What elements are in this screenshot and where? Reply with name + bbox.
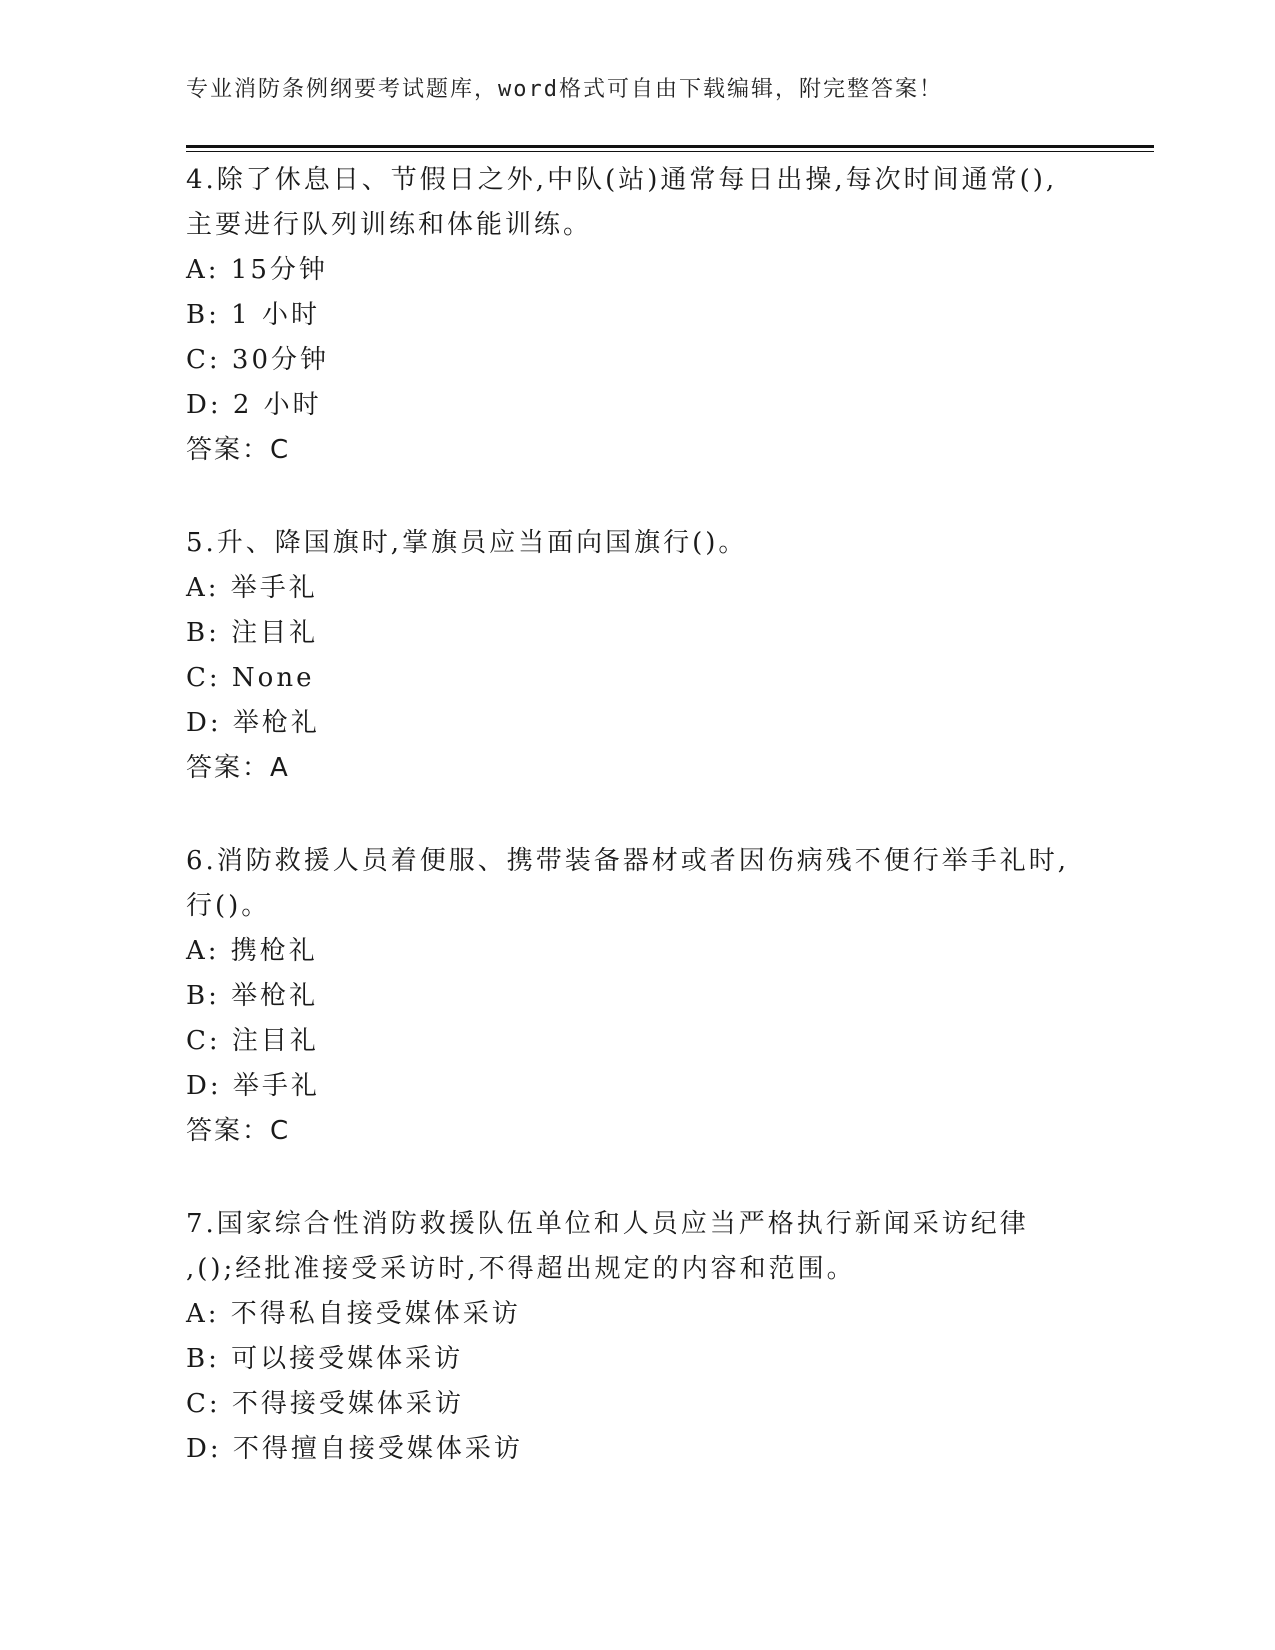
option-b: B: 1 小时 <box>186 300 320 330</box>
answer: 答案：C <box>186 435 291 465</box>
question-text-line: 主要进行队列训练和体能训练。 <box>186 210 593 240</box>
question-text-line: 5.升、降国旗时,掌旗员应当面向国旗行()。 <box>186 528 748 558</box>
option-c: C: 不得接受媒体采访 <box>186 1389 464 1419</box>
question-7 <box>186 1202 1086 1472</box>
question-list <box>186 158 1086 1472</box>
option-d: D: 举枪礼 <box>186 708 320 738</box>
option-b: B: 举枪礼 <box>186 981 319 1011</box>
option-b: B: 可以接受媒体采访 <box>186 1344 464 1374</box>
question-text-line: 4.除了休息日、节假日之外,中队(站)通常每日出操,每次时间通常(), <box>186 165 1058 195</box>
option-d: D: 不得擅自接受媒体采访 <box>186 1434 523 1464</box>
header-rule-thin <box>186 151 1154 152</box>
page-header: 专业消防条例纲要考试题库，word格式可自由下载编辑，附完整答案！ <box>186 77 943 102</box>
option-a: A: 举手礼 <box>186 573 318 603</box>
question-text-line: 6.消防救援人员着便服、携带装备器材或者因伤病残不便行举手礼时, <box>186 846 1070 876</box>
answer: 答案：C <box>186 1116 291 1146</box>
header-rule-thick <box>186 145 1154 148</box>
question-5 <box>186 521 1086 791</box>
question-text-line: 7.国家综合性消防救援队伍单位和人员应当严格执行新闻采访纪律 <box>186 1209 1029 1239</box>
option-d: D: 举手礼 <box>186 1071 320 1101</box>
option-c: C: 注目礼 <box>186 1026 319 1056</box>
option-c: C: None <box>186 663 315 693</box>
question-6 <box>186 839 1086 1154</box>
question-4 <box>186 158 1086 473</box>
option-b: B: 注目礼 <box>186 618 319 648</box>
option-d: D: 2 小时 <box>186 390 322 420</box>
option-a: A: 携枪礼 <box>186 936 318 966</box>
option-c: C: 30分钟 <box>186 345 330 375</box>
answer: 答案：A <box>186 753 290 783</box>
question-text-line: ,();经批准接受采访时,不得超出规定的内容和范围。 <box>186 1254 856 1284</box>
question-text-line: 行()。 <box>186 891 271 921</box>
option-a: A: 15分钟 <box>186 255 328 285</box>
option-a: A: 不得私自接受媒体采访 <box>186 1299 521 1329</box>
